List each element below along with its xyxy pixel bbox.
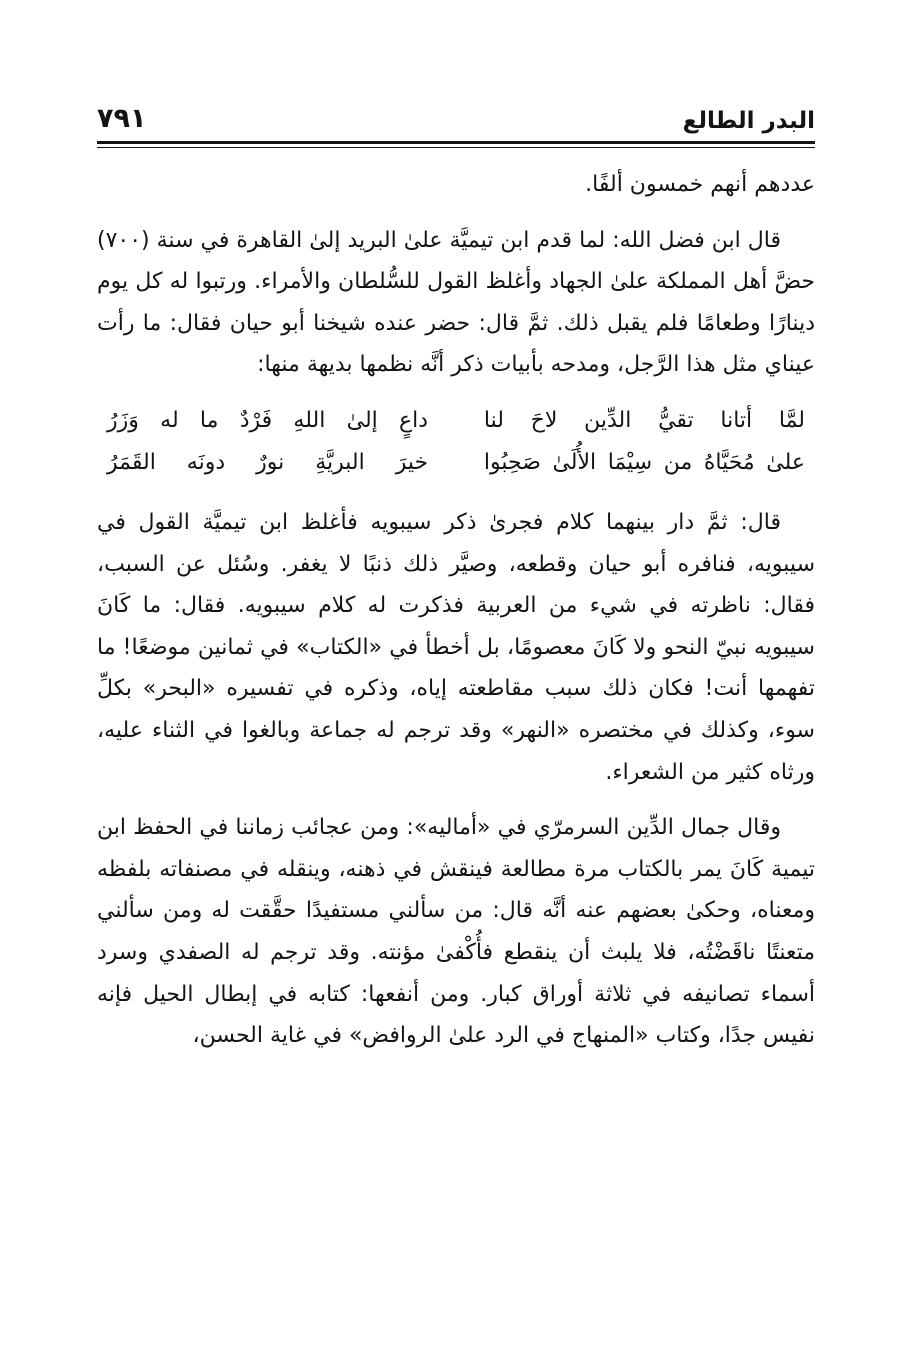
paragraph-sarmari: وقال جمال الدِّين السرمرّي في «أماليه»: ومن عجائب زماننا في الحفظ ابن تيمية كَانَ يمر بالكتاب مرة مطالعة فينقش في ذهنه، وينقله في مصنفاته بلفظه ومعناه، وحكىٰ بعضهم عنه أنَّه قال: من سألني مستفيدًا حقَّقت له ومن سألني متعنتًا ناقَضْتُه، فلا يلبث أن ينقطع فأُكْفىٰ مؤنته. وقد ترجم له الصفدي وسرد أسماء تصانيفه في ثلاثة أوراق كبار. ومن أنفعها: كتابه في إبطال الحيل فإنه نفيس جدًا، وكتاب «المنهاج في الرد علىٰ الروافض» في غاية الحسن،: [97, 815, 815, 1049]
poem-verse-2-first-hemistich: علىٰ مُحَيَّاهُ من سِيْمَا الأُلَىٰ صَحِبُوا: [483, 449, 805, 475]
running-title: البدر الطالع: [682, 108, 815, 134]
page-number: ٧٩١: [97, 103, 147, 134]
poem-verse-1: [107, 400, 805, 442]
poem-verse-1-second-hemistich: داعٍ إلىٰ اللهِ فَرْدٌ ما له وَزَرُ: [107, 407, 429, 433]
poem-verse-2-second-hemistich: خيرَ البريَّةِ نورٌ دونَه القَمَرُ: [107, 449, 429, 475]
poem-verse-1-first-hemistich: لمَّا أتانا تقيُّ الدِّين لاحَ لنا: [483, 407, 805, 433]
poem: [97, 400, 815, 484]
paragraph-continuation: عددهم أنهم خمسون ألفًا.: [585, 172, 815, 197]
paragraph-ibn-fadl-allah: قال ابن فضل الله: لما قدم ابن تيميَّة علىٰ البريد إلىٰ القاهرة في سنة (٧٠٠) حضَّ أهل المملكة علىٰ الجهاد وأغلظ القول للسُّلطان والأمراء. ورتبوا له كل يوم دينارًا وطعامًا فلم يقبل ذلك. ثمَّ قال: حضر عنده شيخنا أبو حيان فقال: ما رأت عيناي مثل هذا الرَّجل، ومدحه بأبيات ذكر أنَّه نظمها بديهة منها:: [97, 227, 815, 378]
page-body: [97, 164, 815, 1057]
paragraph-sibawayh: قال: ثمَّ دار بينهما كلام فجرىٰ ذكر سيبويه فأغلظ ابن تيميَّة القول في سيبويه، فنافره أبو حيان وقطعه، وصيَّر ذلك ذنبًا لا يغفر. وسُئل عن السبب، فقال: ناظرته في شيء من العربية فذكرت له كلام سيبويه. فقال: ما كَانَ سيبويه نبيّ النحو ولا كَانَ معصومًا، بل أخطأ في «الكتاب» في ثمانين موضعًا! ما تفهمها أنت! فكان ذلك سبب مقاطعته إياه، وذكره في تفسيره «البحر» بكلِّ سوء، وكذلك في مختصره «النهر» وقد ترجم له جماعة وبالغوا في الثناء عليه، ورثاه كثير من الشعراء.: [97, 509, 815, 785]
page-header: [97, 100, 815, 140]
header-rule-thick: [97, 141, 815, 144]
poem-verse-2: [107, 442, 805, 484]
header-rule-thin: [97, 147, 815, 148]
